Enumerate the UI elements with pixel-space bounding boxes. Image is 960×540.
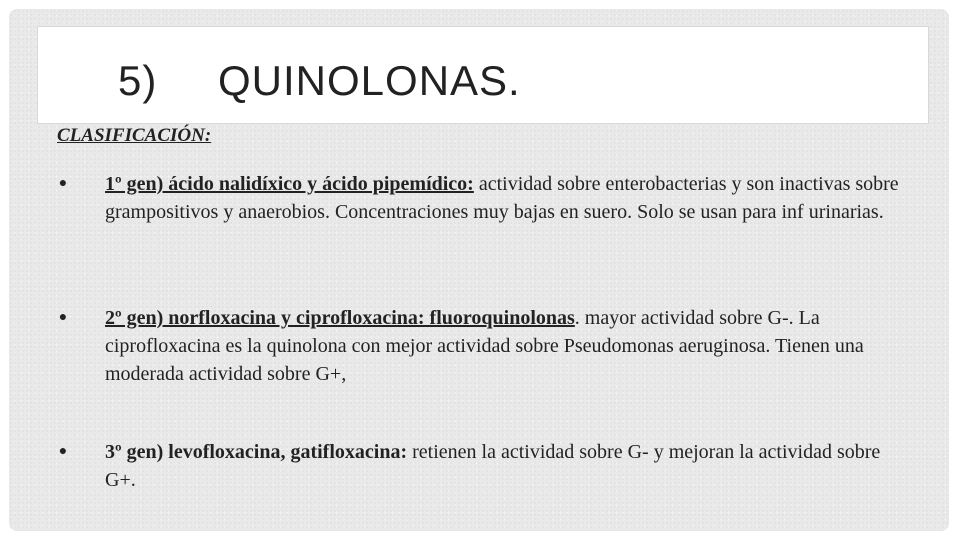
title-number: 5) <box>118 57 158 104</box>
list-item-lead: 1º gen) ácido nalidíxico y ácido pipemídico: <box>105 173 474 195</box>
list-item-body: actividad sobre enterobacterias y son inactivas sobre grampositivos y anaerobios. Concentraciones muy bajas en suero. Solo se usan para inf urinarias. <box>105 173 899 223</box>
section-label: CLASIFICACIÓN: <box>57 125 212 146</box>
slide-background <box>9 9 949 531</box>
list-item-text <box>105 438 915 494</box>
list-item-text <box>105 170 915 226</box>
bullet-icon: ● <box>58 310 68 325</box>
title-box <box>38 27 928 123</box>
list-item <box>55 438 915 494</box>
list-item-lead: 3º gen) levofloxacina, gatifloxacina: <box>105 441 408 463</box>
list-item-text <box>105 304 915 388</box>
list-item-body: retienen la actividad sobre G- y mejoran la actividad sobre G+. <box>105 441 881 491</box>
list-item-lead: 2º gen) norfloxacina y ciprofloxacina: fluoroquinolonas <box>105 307 575 329</box>
list-item <box>55 170 915 226</box>
page-title: QUINOLONAS. <box>218 57 521 104</box>
bullet-icon: ● <box>58 444 68 459</box>
list-item <box>55 304 915 388</box>
list-item-body: . mayor actividad sobre G-. La ciprofloxacina es la quinolona con mejor actividad sobre Pseudomonas aeruginosa. Tienen una moderada actividad sobre G+, <box>105 307 864 385</box>
bullet-icon: ● <box>58 176 68 191</box>
